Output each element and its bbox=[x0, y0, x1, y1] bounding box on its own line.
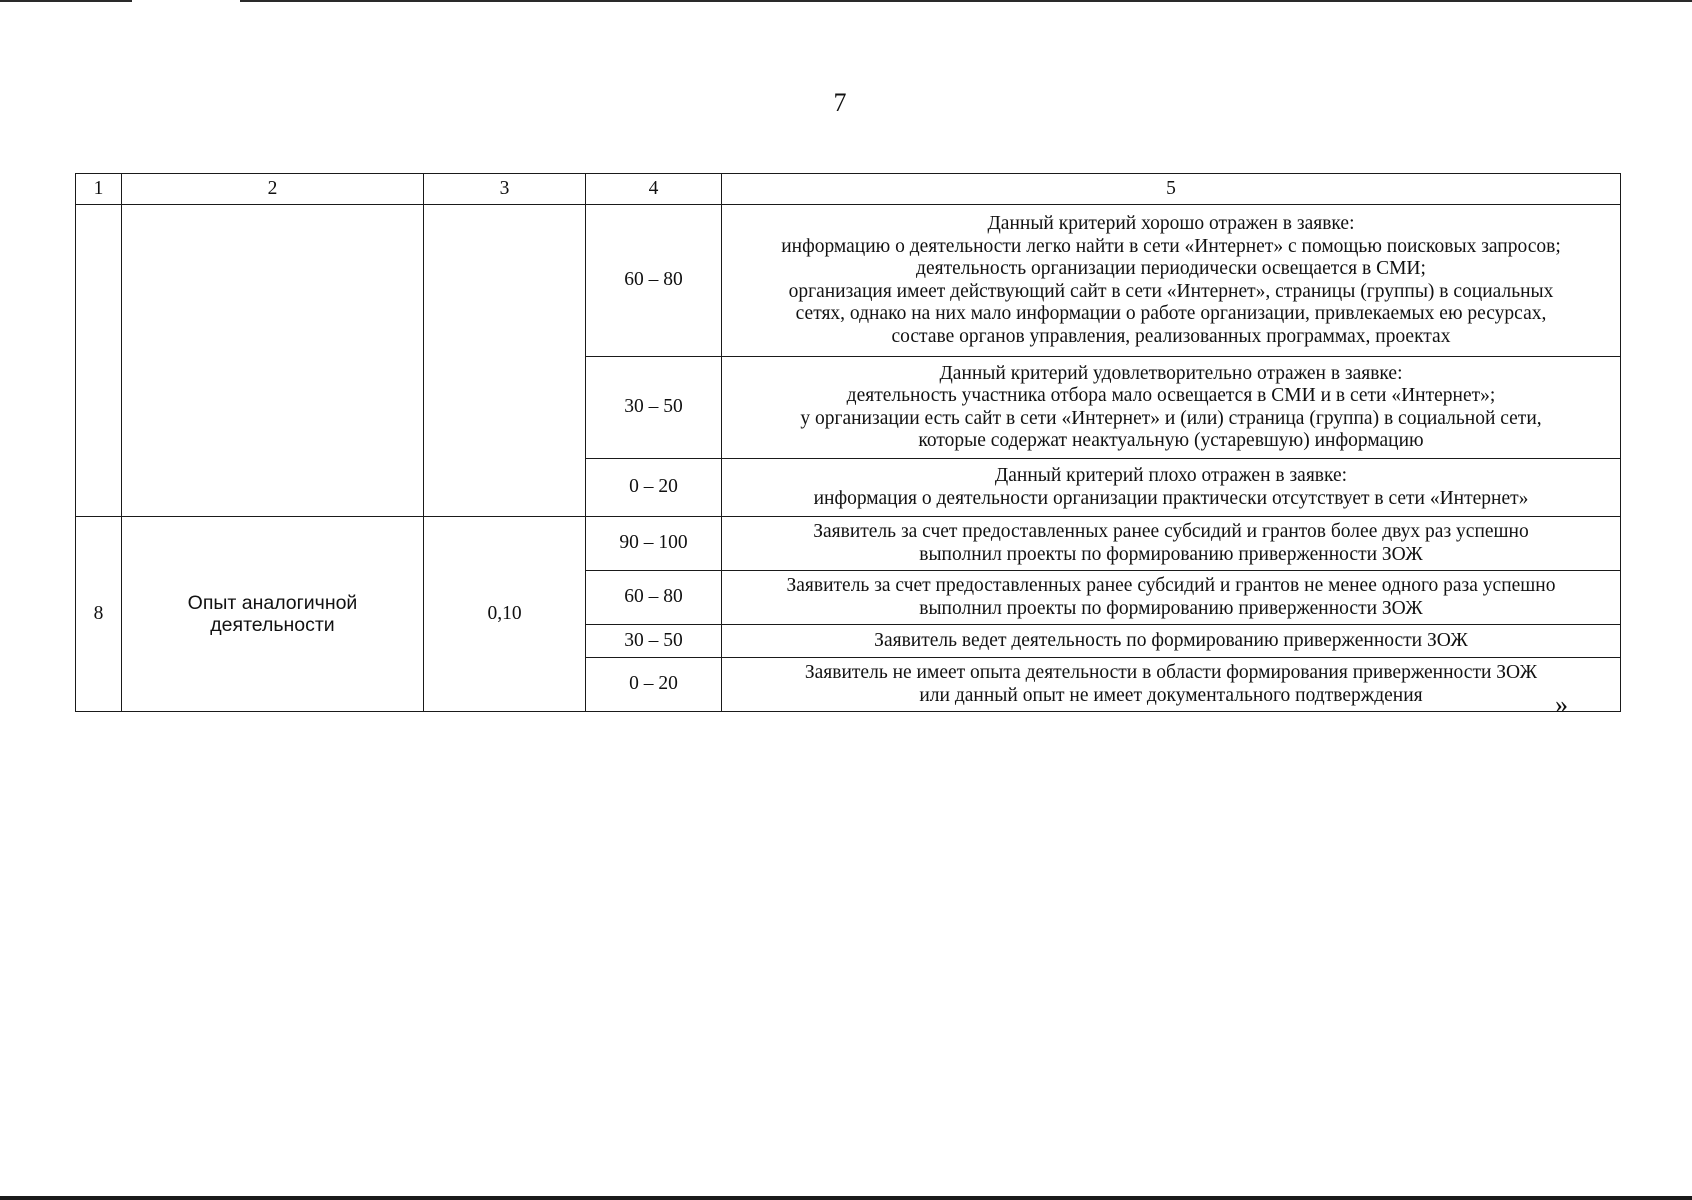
table-row bbox=[76, 517, 1621, 571]
score-description-cell bbox=[722, 571, 1621, 625]
description-line: Заявитель за счет предоставленных ранее субсидий и грантов более двух раз успешно bbox=[813, 521, 1529, 542]
score-description-cell bbox=[722, 205, 1621, 357]
score-range-cell: 60 – 80 bbox=[586, 205, 722, 357]
criterion-weight-cell: 0,10 bbox=[424, 517, 586, 712]
scan-edge-bottom bbox=[0, 1196, 1692, 1200]
description-line: или данный опыт не имеет документального подтверждения bbox=[919, 684, 1423, 706]
description-line: деятельность участника отбора мало освещается в СМИ и в сети «Интернет»; bbox=[846, 385, 1496, 406]
criterion-weight-cell-empty bbox=[424, 205, 586, 517]
score-range-cell: 90 – 100 bbox=[586, 517, 722, 571]
description-line: Заявитель ведет деятельность по формированию приверженности ЗОЖ bbox=[874, 629, 1468, 651]
criteria-table bbox=[75, 173, 1621, 712]
score-description-cell bbox=[722, 625, 1621, 658]
score-description-cell bbox=[722, 357, 1621, 459]
criterion-name-cell bbox=[122, 517, 424, 712]
table-row bbox=[76, 205, 1621, 357]
description-line: у организации есть сайт в сети «Интернет» и (или) страница (группа) в социальной сети, bbox=[800, 407, 1542, 429]
closing-quote-mark: » bbox=[1555, 690, 1568, 719]
criterion-name-line: деятельности bbox=[210, 614, 335, 636]
score-range-cell: 60 – 80 bbox=[586, 571, 722, 625]
description-line: составе органов управления, реализованных программах, проектах bbox=[891, 325, 1451, 347]
criterion-name-cell-empty bbox=[122, 205, 424, 517]
criterion-name-line: Опыт аналогичной bbox=[187, 591, 358, 614]
criterion-number-cell: 8 bbox=[76, 517, 122, 712]
header-cell-3: 3 bbox=[424, 174, 586, 205]
header-cell-4: 4 bbox=[586, 174, 722, 205]
description-line: деятельность организации периодически освещается в СМИ; bbox=[916, 258, 1426, 279]
description-line: информацию о деятельности легко найти в сети «Интернет» с помощью поисковых запросов; bbox=[781, 235, 1561, 257]
description-line: сетях, однако на них мало информации о работе организации, привлекаемых ею ресурсах, bbox=[795, 303, 1547, 324]
header-cell-1: 1 bbox=[76, 174, 122, 205]
description-line: Данный критерий плохо отражен в заявке: bbox=[994, 465, 1348, 486]
description-line: Данный критерий удовлетворительно отражен в заявке: bbox=[939, 362, 1403, 384]
score-description-cell bbox=[722, 459, 1621, 517]
header-row bbox=[76, 174, 1621, 205]
scan-edge-top bbox=[0, 0, 1692, 2]
description-line: Данный критерий хорошо отражен в заявке: bbox=[987, 213, 1355, 234]
description-line: Заявитель за счет предоставленных ранее субсидий и грантов не менее одного раза успешно bbox=[786, 575, 1556, 596]
criterion-number-cell-empty bbox=[76, 205, 122, 517]
description-line: информация о деятельности организации практически отсутствует в сети «Интернет» bbox=[813, 487, 1529, 509]
score-range-cell: 0 – 20 bbox=[586, 658, 722, 712]
score-range-cell: 30 – 50 bbox=[586, 357, 722, 459]
description-line: выполнил проекты по формированию приверженности ЗОЖ bbox=[919, 543, 1423, 565]
description-line: которые содержат неактуальную (устаревшую) информацию bbox=[918, 430, 1424, 451]
score-range-cell: 30 – 50 bbox=[586, 625, 722, 658]
header-cell-2: 2 bbox=[122, 174, 424, 205]
description-line: Заявитель не имеет опыта деятельности в области формирования приверженности ЗОЖ bbox=[804, 662, 1538, 683]
header-cell-5: 5 bbox=[722, 174, 1621, 205]
score-description-cell bbox=[722, 517, 1621, 571]
description-line: выполнил проекты по формированию приверженности ЗОЖ bbox=[919, 597, 1423, 619]
score-description-cell bbox=[722, 658, 1621, 712]
description-line: организация имеет действующий сайт в сети «Интернет», страницы (группы) в социальных bbox=[788, 280, 1554, 302]
page-number: 7 bbox=[833, 88, 847, 117]
score-range-cell: 0 – 20 bbox=[586, 459, 722, 517]
